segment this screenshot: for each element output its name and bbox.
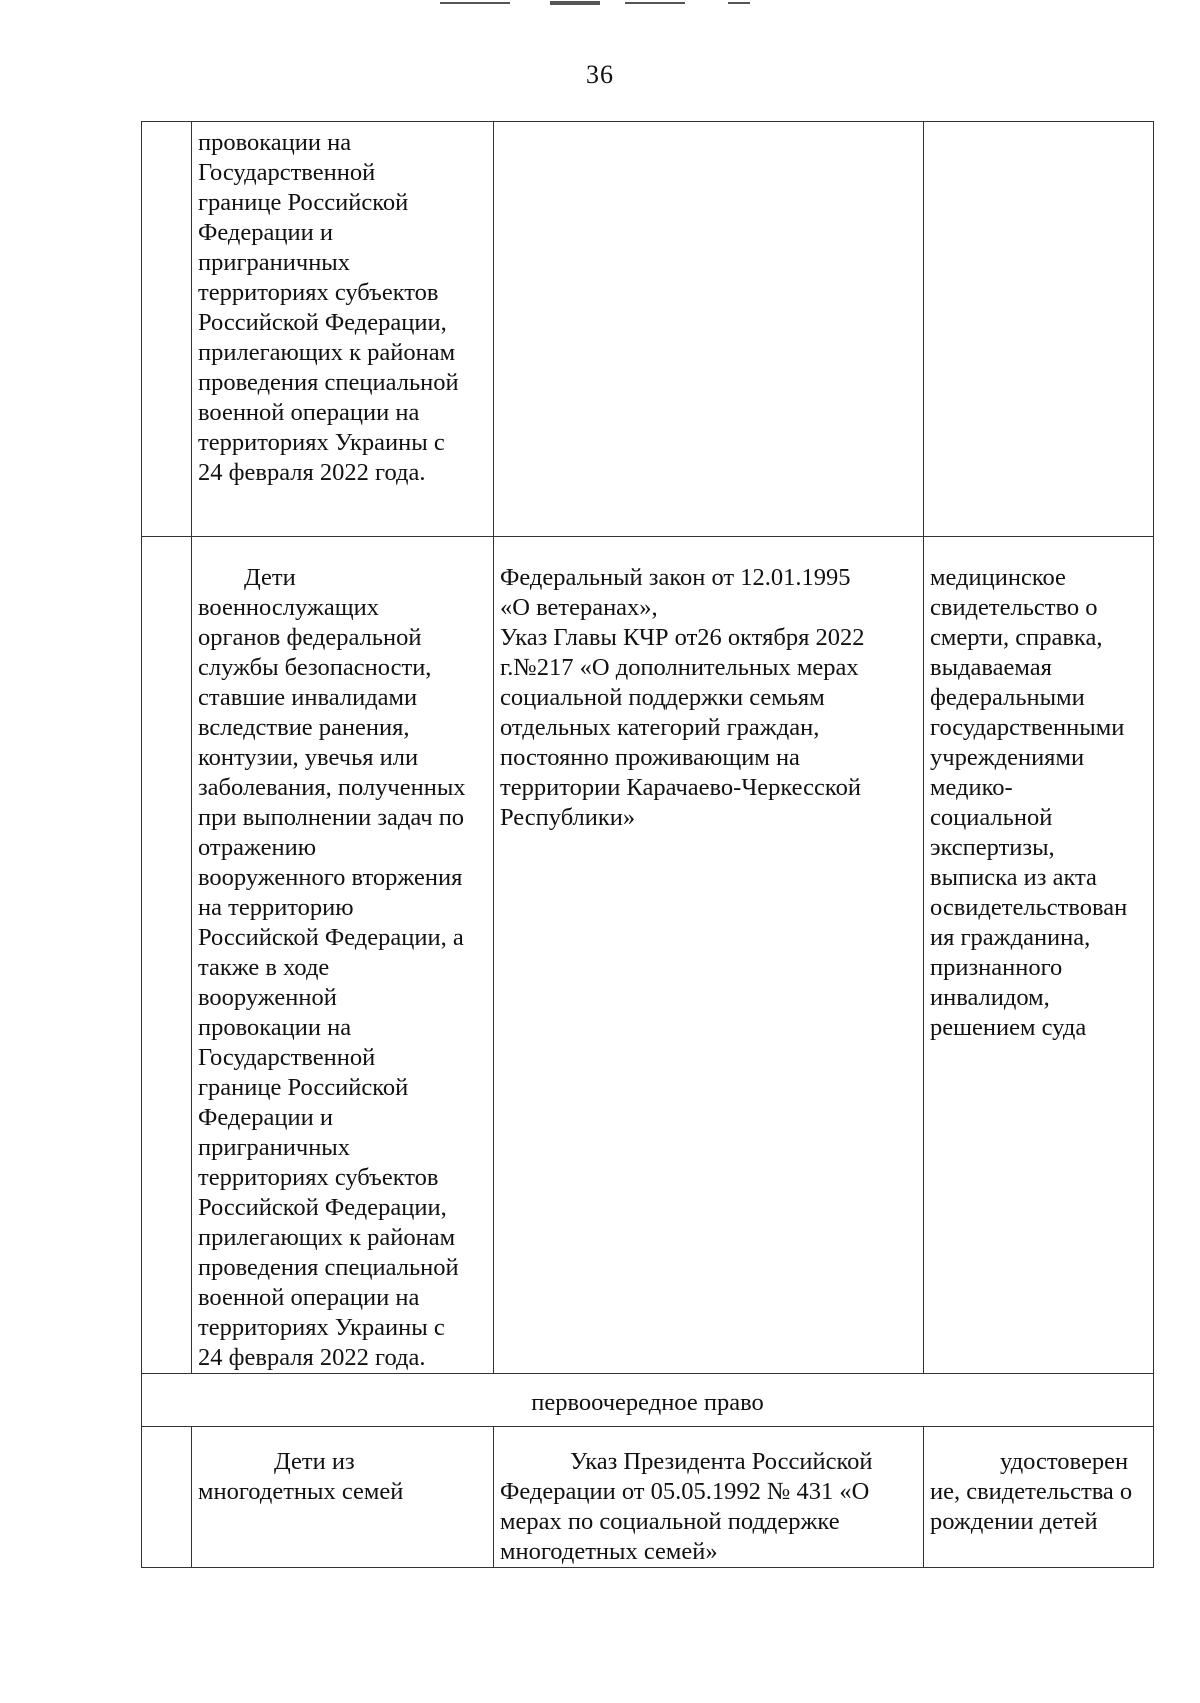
basis-text: Федеральный закон от 12.01.1995 «О ветеранах», Указ Главы КЧР от26 октября 2022 г.№217 «О дополнительных мерах социальной поддержки семьям отдельных категорий граждан, постоянно проживающим на территории Карачаево-Черкесской Республики» <box>500 564 865 831</box>
documents-cell <box>924 1427 1154 1568</box>
number-cell <box>142 1427 192 1568</box>
documents-text: удостоверен ие, свидетельства о рождении детей <box>930 1448 1133 1535</box>
basis-cell <box>494 122 924 537</box>
category-cell <box>192 122 494 537</box>
documents-cell <box>924 122 1154 537</box>
documents-text <box>924 122 1153 128</box>
section-row <box>142 1374 1154 1427</box>
documents-cell <box>924 537 1154 1374</box>
table-row <box>142 1427 1154 1568</box>
number-cell <box>142 122 192 537</box>
documents-text: медицинское свидетельство о смерти, справка, выдаваемая федеральными государственными учреждениями медико- социальной экспертизы, выписка из акта освидетельствован ия гражданина, признанного инвалидом, решением суда <box>930 564 1128 1041</box>
basis-cell <box>494 537 924 1374</box>
number-cell <box>142 537 192 1374</box>
document-table <box>141 121 1154 1568</box>
section-cell <box>142 1374 1154 1427</box>
category-cell <box>192 537 494 1374</box>
category-cell <box>192 1427 494 1568</box>
category-text: провокации на Государственной границе Российской Федерации и приграничных территориях субъектов Российской Федерации, прилегающих к районам проведения специальной военной операции на территориях Украины с 24 февраля 2022 года. <box>198 129 459 486</box>
table-row <box>142 537 1154 1374</box>
section-title: первоочередное право <box>531 1389 764 1416</box>
scan-top-marks <box>440 0 800 8</box>
basis-text: Указ Президента Российской Федерации от 05.05.1992 № 431 «О мерах по социальной поддержке многодетных семей» <box>500 1448 873 1565</box>
category-text: Дети из многодетных семей <box>198 1448 404 1505</box>
category-text: Дети военнослужащих органов федеральной службы безопасности, ставшие инвалидами вследствие ранения, контузии, увечья или заболевания, полученных при выполнении задач по отражению вооруженного вторжения на территорию Российской Федерации, а также в ходе вооруженной провокации на Государственной границе Российской Федерации и приграничных территориях субъектов Российской Федерации, прилегающих к районам проведения специальной военной операции на территориях Украины с 24 февраля 2022 года. <box>198 564 466 1371</box>
page-number: 36 <box>586 60 614 89</box>
table-row <box>142 122 1154 537</box>
basis-cell <box>494 1427 924 1568</box>
basis-text <box>494 122 923 128</box>
